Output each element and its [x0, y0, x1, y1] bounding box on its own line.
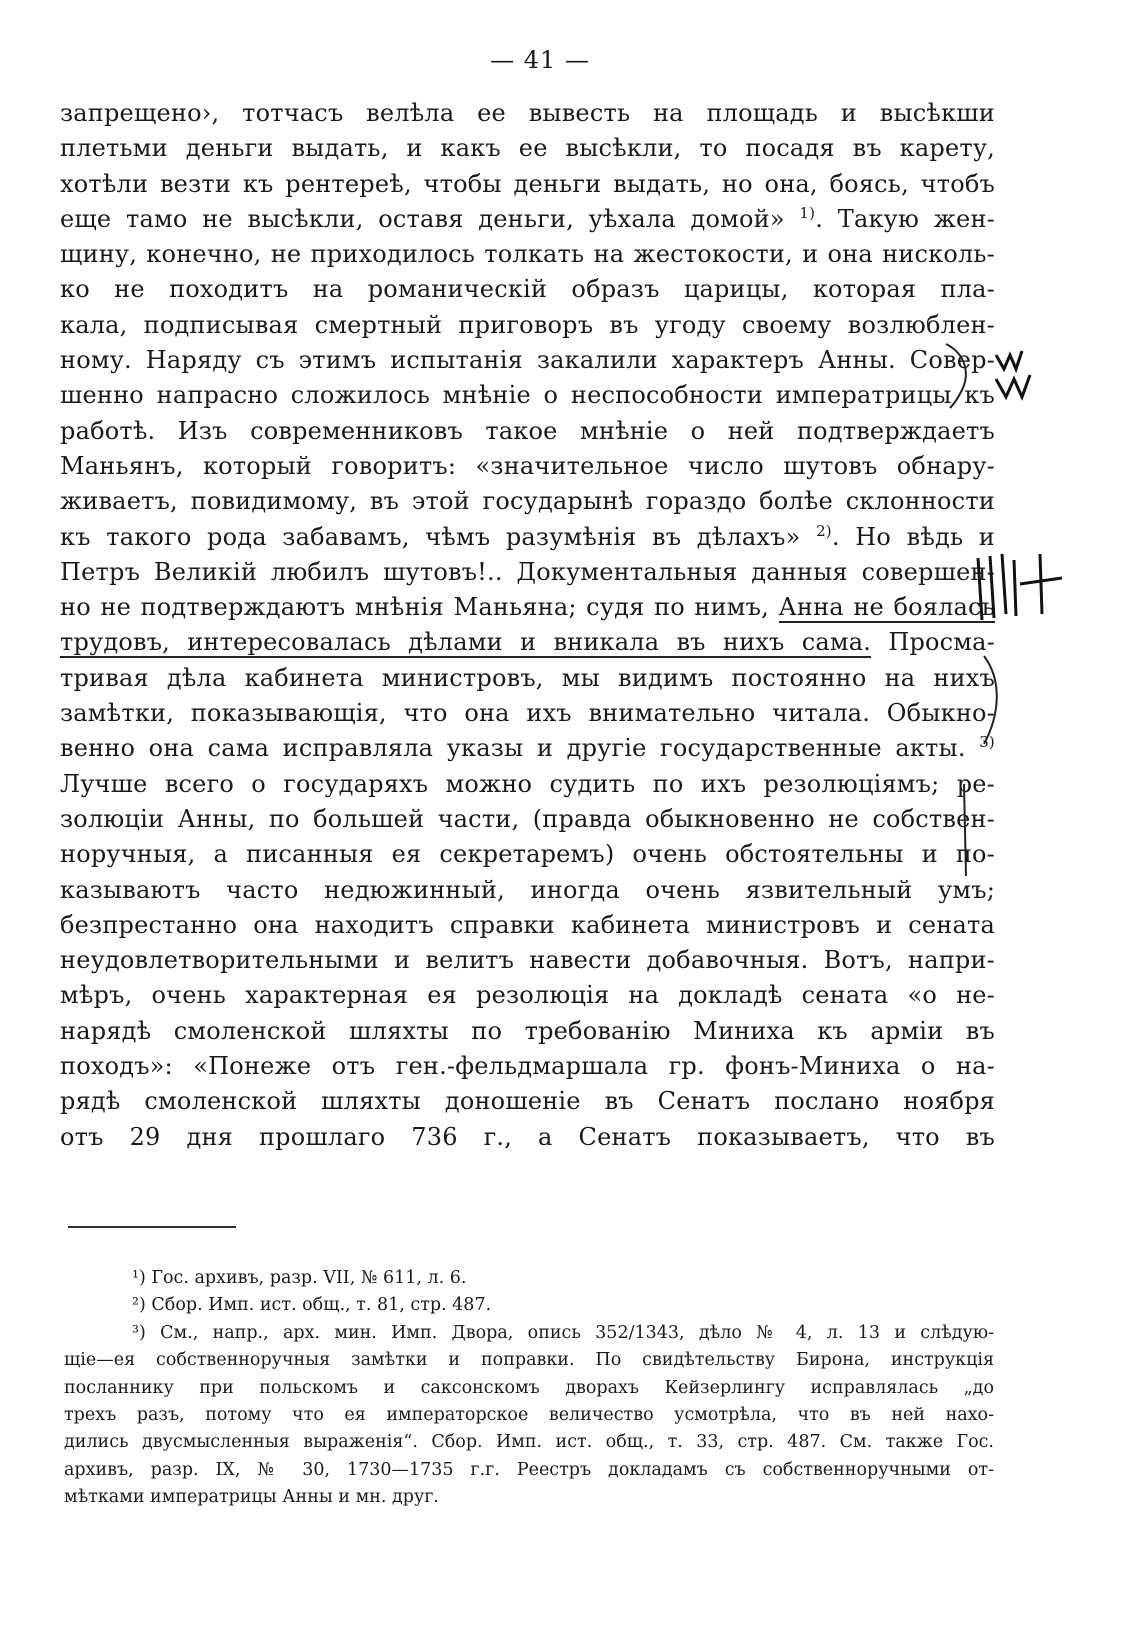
text-line	[60, 625, 995, 660]
text-line: хотѣли везти къ рентереѣ, чтобы деньги выдать, но она, боясь, чтобъ	[60, 169, 995, 198]
text-line: Лучше всего о государяхъ можно судить по ихъ резолюціямъ; ре-	[60, 769, 995, 798]
footnote-3-line: щіе—ея собственноручныя замѣтки и поправки. По свидѣтельству Бирона, инструкція	[64, 1350, 994, 1371]
text-line: запрещено›, тотчасъ велѣла ее вывесть на площадь и высѣкши	[60, 99, 995, 127]
footnote-ref: 2)	[816, 521, 832, 540]
text-line: безпрестанно она находитъ справки кабинета министровъ и сената	[60, 910, 995, 939]
text-line: кала, подписывая смертный приговоръ въ угоду своему возлюблен-	[60, 310, 995, 339]
margin-bracket-annotation	[940, 340, 980, 410]
body-text	[60, 96, 995, 1155]
footnote-3-line: трехъ разъ, потому что ея императорское величество усмотрѣла, что въ ней нахо-	[64, 1404, 994, 1425]
text-line: золюціи Анны, по большей части, (правда обыкновенно не собствен-	[60, 804, 995, 833]
text-line: ко не походитъ на романическій образъ царицы, которая пла-	[60, 275, 995, 304]
footnote-3-line: архивъ, разр. IX, № 30, 1730—1735 г.г. Реестръ докладамъ съ собственноручными от-	[64, 1459, 994, 1480]
text-line: работѣ. Изъ современниковъ такое мнѣніе о ней подтверждаетъ	[60, 416, 995, 445]
text-line: живаетъ, повидимому, въ этой государынѣ гораздо болѣе склонности	[60, 487, 995, 516]
text-line: отъ 29 дня прошлаго 736 г., а Сенатъ показываетъ, что въ	[60, 1122, 995, 1151]
text-line: шенно напрасно сложилось мнѣніе о неспособности императрицы къ	[60, 381, 995, 410]
text-line: неудовлетворительными и велитъ навести добавочныя. Вотъ, напри-	[60, 946, 995, 975]
footnote-3-line: дились двусмысленныя выраженія“. Сбор. Имп. ист. общ., т. 33, стр. 487. См. также Гос.	[64, 1432, 994, 1453]
margin-line-annotation	[956, 780, 976, 880]
page-number: — 41 —	[490, 46, 590, 74]
footnote-divider	[68, 1226, 236, 1228]
footnote-1: ¹) Гос. архивъ, разр. VII, № 611, л. 6.	[132, 1268, 467, 1288]
text-line	[60, 590, 995, 625]
text-segment: Такую жен-	[837, 204, 995, 233]
text-segment: еще тамо не высѣкли, оставя деньги, уѣхала домой»	[60, 204, 785, 233]
text-line: рядѣ смоленской шляхты доношеніе въ Сенатъ послано ноября	[60, 1087, 995, 1116]
text-line: казываютъ часто недюжинный, иногда очень язвительный умъ;	[60, 875, 995, 904]
text-segment: Просма-	[888, 628, 995, 657]
margin-paren-annotation	[976, 650, 1016, 750]
text-line	[60, 731, 995, 766]
text-segment: Но вѣдь и	[855, 522, 995, 551]
footnote-ref: 3)	[979, 733, 995, 752]
underlined-phrase: Анна не боялась	[778, 593, 995, 622]
footnote-3-line: посланнику при польскомъ и саксонскомъ дворахъ Кейзерлингу исправлялась „до	[64, 1377, 994, 1398]
text-line: норучныя, а писанныя ея секретаремъ) очень обстоятельны и по-	[60, 840, 995, 869]
text-line: щину, конечно, не приходилось толкать на жестокости, и она нисколь-	[60, 240, 995, 269]
footnotes	[64, 1265, 994, 1512]
footnote-2: ²) Сбор. Имп. ист. общ., т. 81, стр. 487.	[132, 1295, 492, 1316]
text-line: плетьми деньги выдать, и какъ ее высѣкли, то посадя въ карету,	[60, 134, 995, 163]
footnote-ref: 1)	[799, 203, 816, 222]
text-line: нарядѣ смоленской шляхты по требованію Миниха къ арміи въ	[60, 1016, 995, 1045]
text-line: къ такого рода забавамъ, чѣмъ разумѣнія въ дѣлахъ» $^{2)}$. Но вѣдь и	[60, 521, 995, 551]
text-segment: венно она сама исправляла указы и другіе государственные акты.	[60, 734, 966, 763]
underlined-phrase: трудовъ, интересовалась дѣлами и вникала въ нихъ сама.	[60, 628, 872, 657]
text-line: ному. Наряду съ этимъ испытанія закалили характеръ Анны. Совер-	[60, 346, 995, 375]
text-line: мѣръ, очень характерная ея резолюція на докладѣ сената «о не-	[60, 981, 995, 1010]
margin-tally-annotation	[968, 548, 1068, 628]
text-line: Маньянъ, который говоритъ: «значительное число шутовъ обнару-	[60, 451, 995, 480]
margin-scribble-annotation	[990, 345, 1050, 405]
footnote-3-line: мѣтками императрицы Анны и мн. друг.	[64, 1487, 439, 1508]
text-segment: къ такого рода забавамъ, чѣмъ разумѣнія въ дѣлахъ»	[60, 522, 801, 551]
text-line: тривая дѣла кабинета министровъ, мы видимъ постоянно на нихъ	[60, 663, 995, 692]
footnote-3-line: ³) См., напр., арх. мин. Имп. Двора, опись 352/1343, дѣло № 4, л. 13 и слѣдую-	[132, 1322, 994, 1343]
text-line: Петръ Великій любилъ шутовъ!.. Документальныя данныя совершен-	[60, 557, 995, 586]
text-line: замѣтки, показывающія, что она ихъ внимательно читала. Обыкно-	[60, 699, 995, 728]
text-line: еще тамо не высѣкли, оставя деньги, уѣхала домой» $^{1)}$. Такую жен-	[60, 203, 995, 233]
text-segment: но не подтверждаютъ мнѣнія Маньяна; судя по нимъ,	[60, 593, 769, 622]
text-line: походъ»: «Понеже отъ ген.-фельдмаршала гр. фонъ-Миниха о на-	[60, 1052, 995, 1081]
